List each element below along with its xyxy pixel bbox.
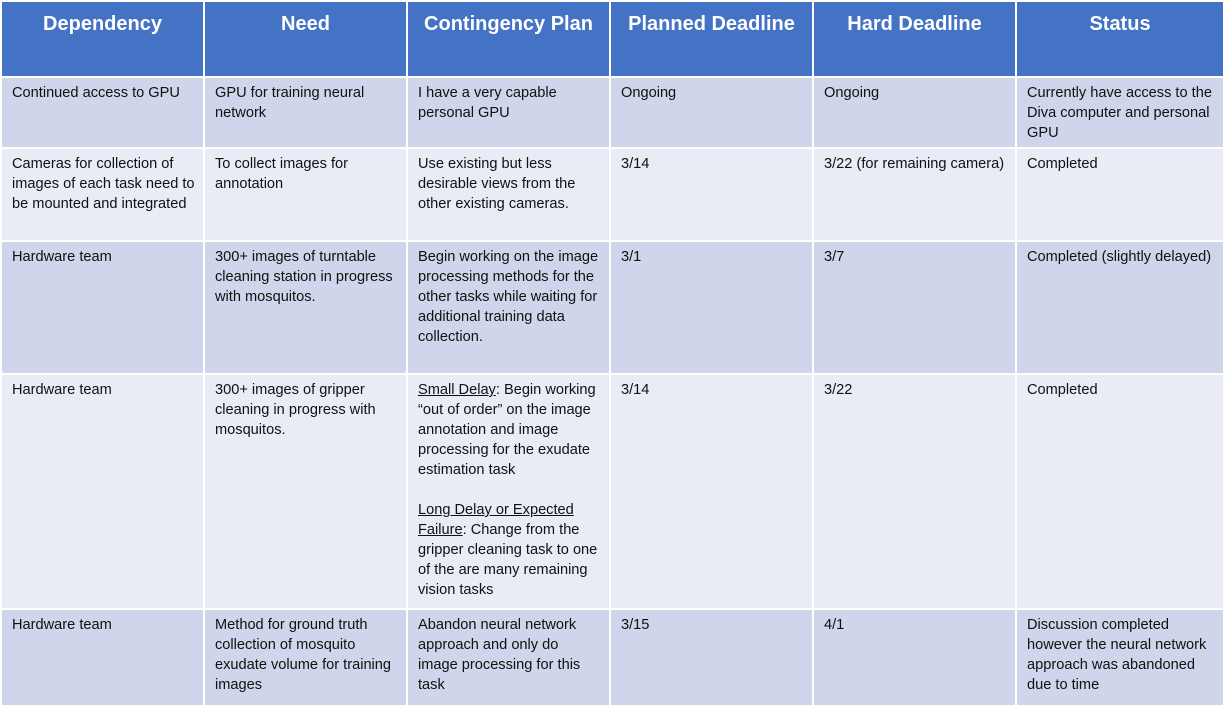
cell-contingency: Abandon neural network approach and only do image processing for this task [407,609,610,706]
cell-contingency: Begin working on the image processing methods for the other tasks while waiting for additional training data collection. [407,241,610,374]
cell-planned-deadline: 3/14 [610,148,813,241]
small-delay-label: Small Delay [418,382,496,398]
cell-status: Completed [1016,374,1223,609]
cell-status: Completed [1016,148,1223,241]
cell-need: 300+ images of turntable cleaning station in progress with mosquitos. [204,241,407,374]
cell-contingency [407,374,610,609]
header-need: Need [204,1,407,77]
cell-hard-deadline: 3/7 [813,241,1016,374]
header-planned-deadline: Planned Deadline [610,1,813,77]
cell-need: 300+ images of gripper cleaning in progress with mosquitos. [204,374,407,609]
long-delay-text: : Change from the gripper cleaning task to one of the are many remaining vision tasks [418,522,598,598]
cell-planned-deadline: 3/14 [610,374,813,609]
cell-contingency: Use existing but less desirable views from the other existing cameras. [407,148,610,241]
cell-need: To collect images for annotation [204,148,407,241]
table-row [1,148,1223,241]
table-row [1,77,1223,148]
table-row [1,374,1223,609]
cell-status: Discussion completed however the neural network approach was abandoned due to time [1016,609,1223,706]
header-row [1,1,1223,77]
cell-planned-deadline: 3/15 [610,609,813,706]
cell-planned-deadline: Ongoing [610,77,813,148]
cell-status: Currently have access to the Diva computer and personal GPU [1016,77,1223,148]
cell-hard-deadline: 3/22 (for remaining camera) [813,148,1016,241]
table-row [1,241,1223,374]
cell-dependency: Hardware team [1,374,204,609]
header-contingency-plan: Contingency Plan [407,1,610,77]
cell-dependency: Hardware team [1,241,204,374]
cell-planned-deadline: 3/1 [610,241,813,374]
paragraph-gap [418,480,601,500]
cell-dependency: Continued access to GPU [1,77,204,148]
cell-hard-deadline: 3/22 [813,374,1016,609]
cell-dependency: Hardware team [1,609,204,706]
long-delay-label: Long Delay or Expected Failure [418,502,574,538]
table-row [1,609,1223,706]
cell-status: Completed (slightly delayed) [1016,241,1223,374]
header-status: Status [1016,1,1223,77]
cell-need: GPU for training neural network [204,77,407,148]
cell-contingency: I have a very capable personal GPU [407,77,610,148]
cell-hard-deadline: Ongoing [813,77,1016,148]
small-delay-text: : Begin working “out of order” on the image annotation and image processing for the exudate estimation task [418,382,596,478]
cell-dependency: Cameras for collection of images of each task need to be mounted and integrated [1,148,204,241]
cell-hard-deadline: 4/1 [813,609,1016,706]
cell-need: Method for ground truth collection of mosquito exudate volume for training images [204,609,407,706]
header-dependency: Dependency [1,1,204,77]
header-hard-deadline: Hard Deadline [813,1,1016,77]
